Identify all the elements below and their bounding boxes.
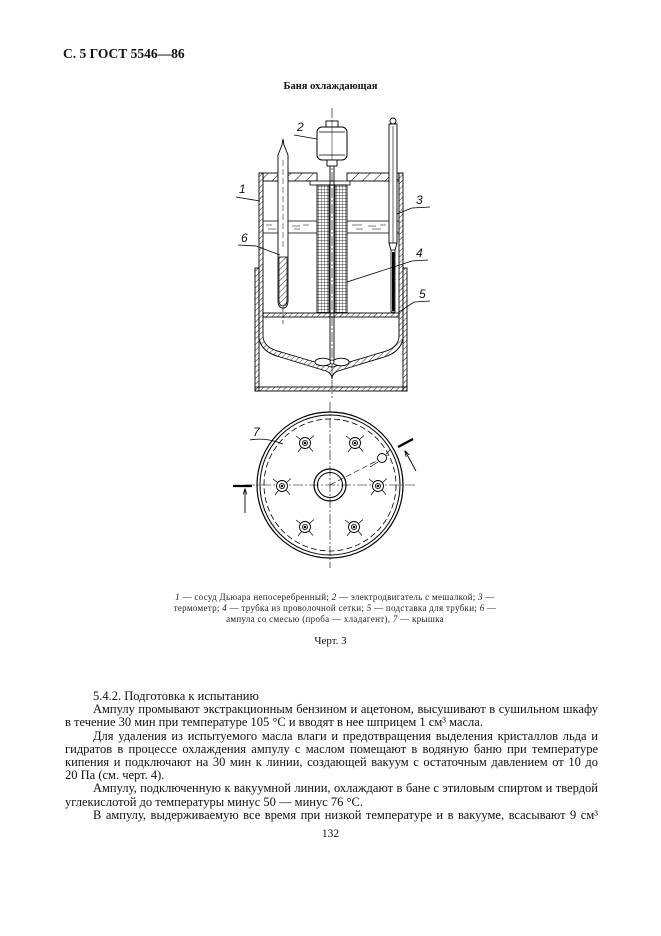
- caption-num: 2: [331, 592, 337, 602]
- page-number: 132: [321, 828, 340, 840]
- caption-num: 5: [366, 603, 372, 613]
- label-4: 4: [416, 246, 423, 260]
- lid-hole: [296, 520, 314, 537]
- caption-text: — трубка из проволочной сетки;: [227, 603, 367, 613]
- label-5: 5: [419, 287, 426, 301]
- caption-num: 3: [478, 592, 483, 602]
- caption-num: 6: [479, 603, 485, 613]
- thermometer-hole: [370, 450, 390, 467]
- tube-support: [263, 313, 399, 317]
- caption-text: — крышка: [397, 614, 444, 624]
- caption-num: 1: [175, 592, 180, 602]
- text-line: 20 Па (см. черт. 4).: [65, 769, 165, 783]
- caption-text: ампула со смесью (проба — хладагент),: [226, 614, 393, 624]
- text-line: В ампулу, выдерживаемую все время при низкой температуре и в вакууме, всасывают 9 см³: [93, 808, 598, 822]
- label-7: 7: [253, 425, 260, 439]
- caption-line: [120, 603, 550, 614]
- caption-text: —: [484, 603, 497, 613]
- top-view: [233, 402, 416, 568]
- lid-hole: [369, 479, 387, 496]
- caption-text: — подставка для трубки;: [371, 603, 480, 613]
- ampoule: [278, 139, 288, 324]
- text-line: кипения и подключают на 30 мин к линии, создающей вакуум с остаточным давлением от 10 до: [65, 755, 598, 769]
- page-header: С. 5 ГОСТ 5546—86: [63, 46, 185, 61]
- lid-hole: [296, 436, 314, 453]
- label-6: 6: [241, 231, 248, 245]
- text-line: Для удаления из испытуемого масла влаги и предотвращения выделения кристаллов льда и: [93, 729, 598, 743]
- caption-text: термометр;: [173, 603, 223, 613]
- figure-number: Черт. 3: [314, 635, 347, 647]
- caption-line: [120, 614, 550, 625]
- label-2: 2: [297, 120, 304, 134]
- caption-line: [120, 592, 550, 603]
- caption-text: — электродвигатель с мешалкой;: [336, 592, 479, 602]
- text-line: гидратов в процессе охлаждения ампулу с маслом помещают в водяную баню при температуре: [65, 742, 598, 756]
- mercury-column: [392, 252, 395, 311]
- caption-text: —: [482, 592, 495, 602]
- lid-hole: [346, 436, 364, 453]
- text-line: углекислотой до температуры минус 50 — минус 76 °С.: [65, 795, 363, 809]
- caption-num: 7: [392, 614, 398, 624]
- caption-text: — сосуд Дьюара непосеребренный;: [179, 592, 332, 602]
- lid-hole: [345, 520, 363, 537]
- side-view: [236, 108, 430, 444]
- caption-num: 4: [222, 603, 228, 613]
- figure-caption: [120, 592, 550, 625]
- text-line: Ампулу, подключенную к вакуумной линии, охлаждают в бане с этиловым спиртом и твердой: [93, 782, 598, 796]
- section-heading: 5.4.2. Подготовка к испытанию: [93, 690, 259, 703]
- text-line: в течение 30 мин при температуре 105 °С и вводят в нее шприцем 1 см³ масла.: [65, 716, 483, 730]
- label-1: 1: [239, 182, 246, 196]
- lid-hole: [273, 479, 291, 496]
- text-line: Ампулу промывают экстракционным бензином и ацетоном, высушивают в сушильном шкафу: [93, 703, 598, 717]
- section-mark-left: [233, 486, 252, 513]
- thermometer: [389, 118, 397, 312]
- body-text: [65, 690, 598, 822]
- figure-title: Баня охлаждающая: [283, 81, 378, 92]
- label-3: 3: [416, 193, 423, 207]
